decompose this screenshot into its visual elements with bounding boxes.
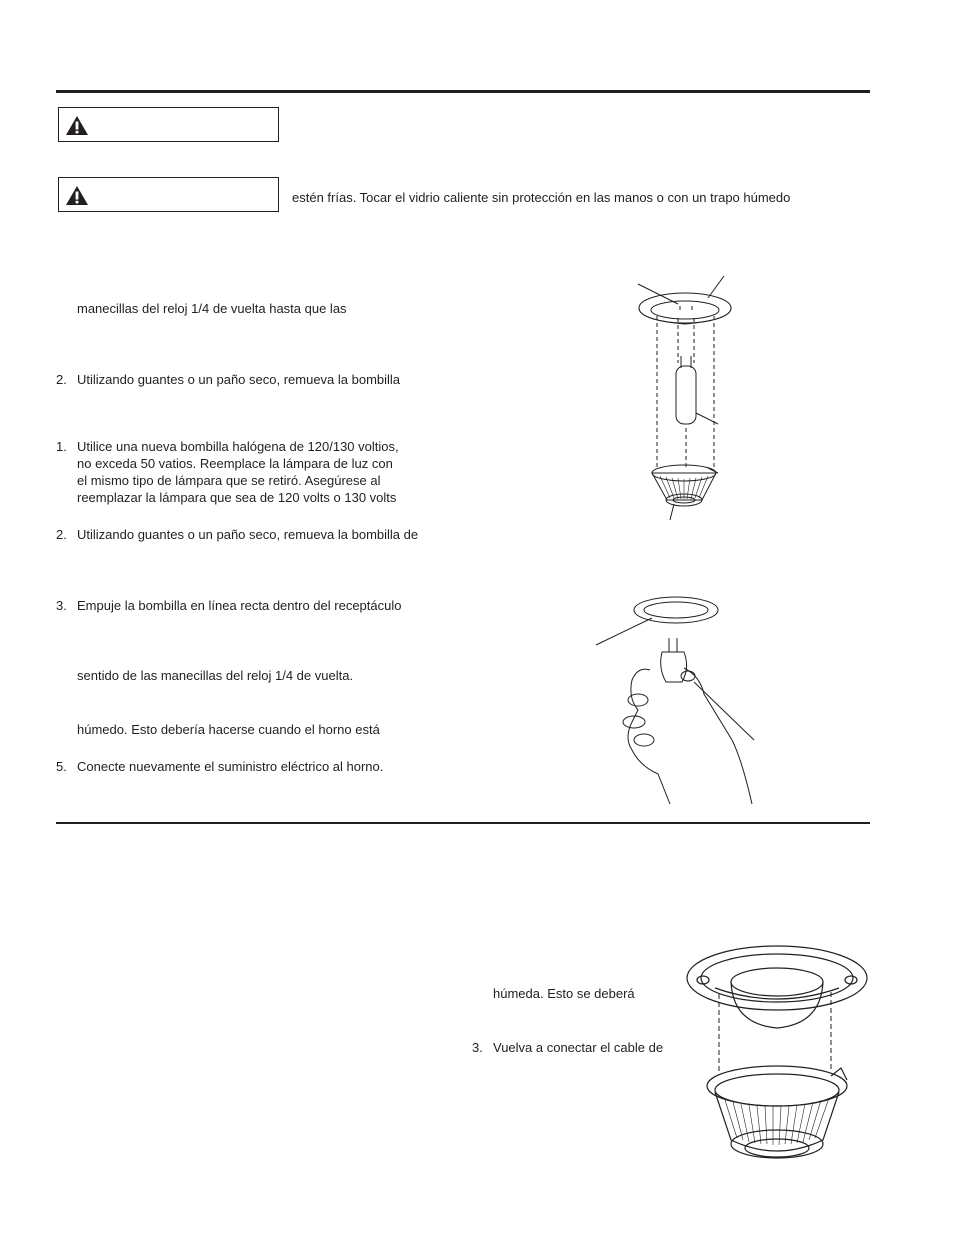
warning-2-text: estén frías. Tocar el vidrio caliente sin protección en las manos o con un trapo húmedo [292,190,791,205]
bulb-insert-diagram [592,590,762,810]
step-text-line: no exceda 50 vatios. Reemplace la lámpara de luz con [77,456,393,471]
warning-triangle-icon [65,185,89,206]
warning-box-2 [58,177,279,212]
step-number: 5. [56,759,67,774]
lamp-exploded-diagram [620,268,740,523]
warning-triangle-icon [65,115,89,136]
top-rule [56,90,870,93]
step-number: 1. [56,439,67,454]
step-text: húmeda. Esto se deberá [493,986,635,1001]
step-text-line: Utilice una nueva bombilla halógena de 120/130 voltios, [77,439,399,454]
step-number: 2. [56,527,67,542]
step-number: 3. [56,598,67,613]
step-text: Conecte nuevamente el suministro eléctrico al horno. [77,759,384,774]
step-number: 2. [56,372,67,387]
step-number: 3. [472,1040,483,1055]
step-text: sentido de las manecillas del reloj 1/4 de vuelta. [77,668,354,683]
warning-box-1 [58,107,279,142]
middle-rule [56,822,870,824]
step-text: Empuje la bombilla en línea recta dentro del receptáculo [77,598,402,613]
dome-lamp-diagram [685,940,871,1165]
step-text: manecillas del reloj 1/4 de vuelta hasta que las [77,301,347,316]
step-text: Vuelva a conectar el cable de [493,1040,664,1055]
step-text: húmedo. Esto debería hacerse cuando el horno está [77,722,380,737]
step-text-line: reemplazar la lámpara que sea de 120 volts o 130 volts [77,490,397,505]
step-text-line: el mismo tipo de lámpara que se retiró. Asegúrese al [77,473,381,488]
step-text: Utilizando guantes o un paño seco, remueva la bombilla [77,372,401,387]
step-text: Utilizando guantes o un paño seco, remueva la bombilla de [77,527,419,542]
